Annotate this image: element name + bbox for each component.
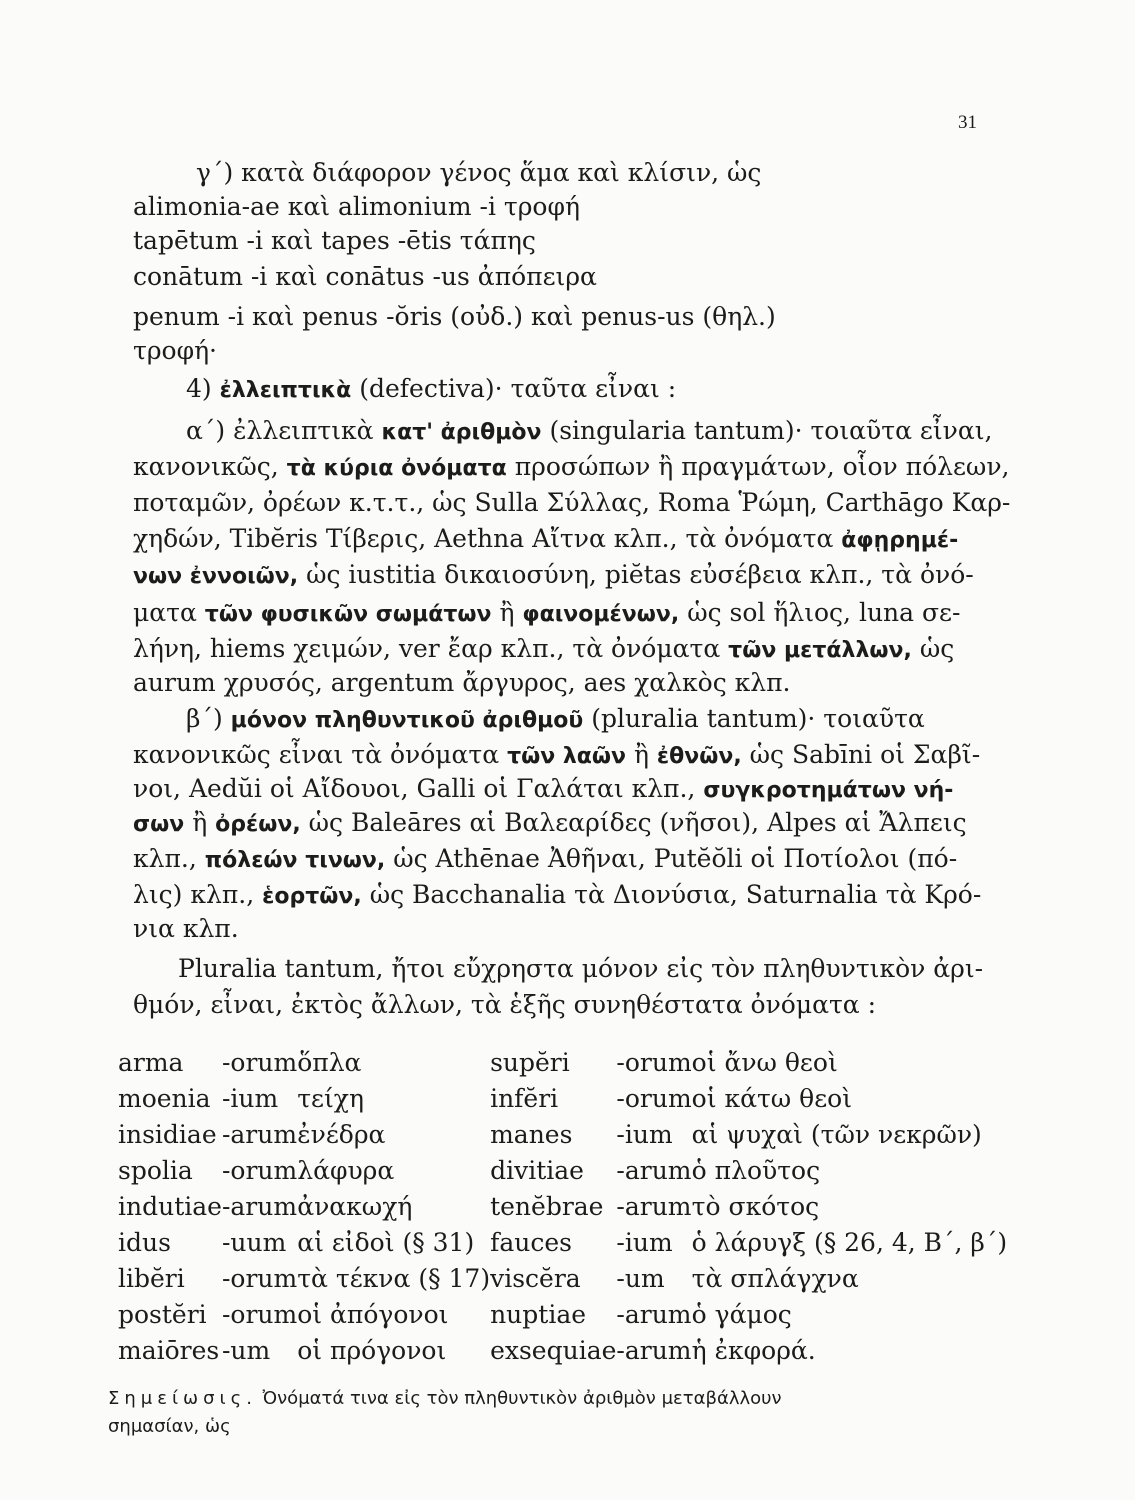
text-line: θμόν, εἶναι, ἐκτὸς ἄλλων, τὰ ἑξῆς συνηθέστατα ὀνόματα : xyxy=(133,990,877,1019)
text-line: νια κλπ. xyxy=(133,914,239,943)
bold-term: ἐθνῶν, xyxy=(656,744,742,769)
page-number: 31 xyxy=(958,112,977,133)
text-line: νων ἐννοιῶν, ὡς iustitia δικαιοσύνη, piĕtas εὐσέβεια κλπ., τὰ ὀνό- xyxy=(133,560,974,589)
table-row: arma -orum ὅπλα supĕri -orum οἱ ἄνω θεοὶ xyxy=(118,1048,838,1077)
text-line: κανονικῶς εἶναι τὰ ὀνόματα τῶν λαῶν ἢ ἐθνῶν, ὡς Sabīni οἱ Σαβῖ- xyxy=(133,740,981,769)
text-line: σων ἢ ὀρέων, ὡς Baleāres αἱ Βαλεαρίδες (νῆσοι), Alpes αἱ Ἄλπεις xyxy=(133,808,967,837)
bold-term: τὰ κύρια ὀνόματα xyxy=(286,456,507,481)
table-row: spolia -orum λάφυρα divitiae -arum ὁ πλοῦτος xyxy=(118,1156,821,1185)
text-line: λήνη, hiems χειμών, ver ἔαρ κλπ., τὰ ὀνόματα τῶν μετάλλων, ὡς xyxy=(133,634,955,663)
text-line: κανονικῶς, τὰ κύρια ὀνόματα προσώπων ἢ πραγμάτων, οἷον πόλεων, xyxy=(133,452,1010,481)
bold-term: πόλεών τινων, xyxy=(204,848,386,873)
bold-term: κατ' ἀριθμὸν xyxy=(381,420,542,445)
bold-term: ἀφῃρημέ- xyxy=(841,528,959,553)
subparagraph-pluralia: β΄) μόνον πληθυντικοῦ ἀριθμοῦ (pluralia tantum)· τοιαῦτα xyxy=(186,704,925,733)
table-row: insidiae -arum ἐνέδρα manes -ium αἱ ψυχαὶ (τῶν νεκρῶν) xyxy=(118,1120,982,1149)
table-row: indutiae -arum ἀνακωχή tenĕbrae -arum τὸ σκότος xyxy=(118,1192,820,1221)
bold-term: τῶν φυσικῶν σωμάτων xyxy=(204,602,492,627)
bold-term: ἑορτῶν, xyxy=(262,884,362,909)
bold-term: μόνον πληθυντικοῦ ἀριθμοῦ xyxy=(230,708,584,733)
text-line: χηδών, Tibĕris Τίβερις, Aethna Αἴτνα κλπ., τὰ ὀνόματα ἀφῃρημέ- xyxy=(133,524,959,553)
note-line: σημασίαν, ὡς xyxy=(108,1416,231,1437)
text-line: τροφή· xyxy=(133,336,218,365)
bold-term: συγκροτημάτων νή- xyxy=(703,778,954,803)
bold-term: νων ἐννοιῶν, xyxy=(133,564,299,589)
subparagraph-singularia: α΄) ἐλλειπτικὰ κατ' ἀριθμὸν (singularia tantum)· τοιαῦτα εἶναι, xyxy=(186,416,993,445)
text-line: penum -i καὶ penus -ŏris (οὐδ.) καὶ penus-us (θηλ.) xyxy=(133,302,776,331)
bold-term: ἐλλειπτικὰ xyxy=(219,378,352,403)
bold-term: ὀρέων, xyxy=(215,812,301,837)
text-line: κλπ., πόλεών τινων, ὡς Athēnae Ἀθῆναι, Putĕŏli οἱ Ποτίολοι (πό- xyxy=(133,844,958,873)
table-row: idus -uum αἱ εἰδοὶ (§ 31) fauces -ium ὁ λάρυγξ (§ 26, 4, Β΄, β΄) xyxy=(118,1228,1008,1257)
pluralia-tantum-table xyxy=(118,1045,1007,1369)
text-line: λις) κλπ., ἑορτῶν, ὡς Bacchanalia τὰ Διονύσια, Saturnalia τὰ Κρό- xyxy=(133,880,982,909)
text-line: νοι, Aedŭi οἱ Αἴδουοι, Galli οἱ Γαλάται κλπ., συγκροτημάτων νή- xyxy=(133,774,954,803)
text-line: ποταμῶν, ὀρέων κ.τ.τ., ὡς Sulla Σύλλας, Roma Ῥώμη, Carthāgo Καρ- xyxy=(133,488,1011,517)
text-line: aurum χρυσός, argentum ἄργυρος, aes χαλκὸς κλπ. xyxy=(133,668,791,697)
paragraph-defectiva: 4) ἐλλειπτικὰ (defectiva)· ταῦτα εἶναι : xyxy=(186,374,677,403)
bold-term: σων xyxy=(133,812,185,837)
text-line: Pluralia tantum, ἤτοι εὔχρηστα μόνον εἰς τὸν πληθυντικὸν ἀρι- xyxy=(178,954,984,983)
text-line: conātum -i καὶ conātus -us ἀπόπειρα xyxy=(133,262,597,291)
bold-term: τῶν μετάλλων, xyxy=(728,638,912,663)
table-row: moenia -ium τείχη infĕri -orum οἱ κάτω θεοὶ xyxy=(118,1084,852,1113)
note-label: Σημείωσις. xyxy=(108,1388,257,1409)
table-row: postĕri -orum οἱ ἀπόγονοι nuptiae -arum ὁ γάμος xyxy=(118,1300,792,1329)
text-line: tapētum -i καὶ tapes -ētis τάπης xyxy=(133,226,536,255)
note-line: Σημείωσις. Ὀνόματά τινα εἰς τὸν πληθυντικὸν ἀριθμὸν μεταβάλλουν xyxy=(108,1388,782,1409)
text-line: ματα τῶν φυσικῶν σωμάτων ἢ φαινομένων, ὡς sol ἥλιος, luna σε- xyxy=(133,598,961,627)
text-line: alimonia-ae καὶ alimonium -i τροφή xyxy=(133,192,580,221)
table-row: libĕri -orum τὰ τέκνα (§ 17) viscĕra -um τὰ σπλάγχνα xyxy=(118,1264,859,1293)
bold-term: τῶν λαῶν xyxy=(507,744,627,769)
table-row: maiōres -um οἱ πρόγονοι exsequiae -arum ἡ ἐκφορά. xyxy=(118,1336,816,1365)
bold-term: φαινομένων, xyxy=(522,602,680,627)
text-line: γ΄) κατὰ διάφορον γένος ἅμα καὶ κλίσιν, ὡς xyxy=(196,158,762,187)
